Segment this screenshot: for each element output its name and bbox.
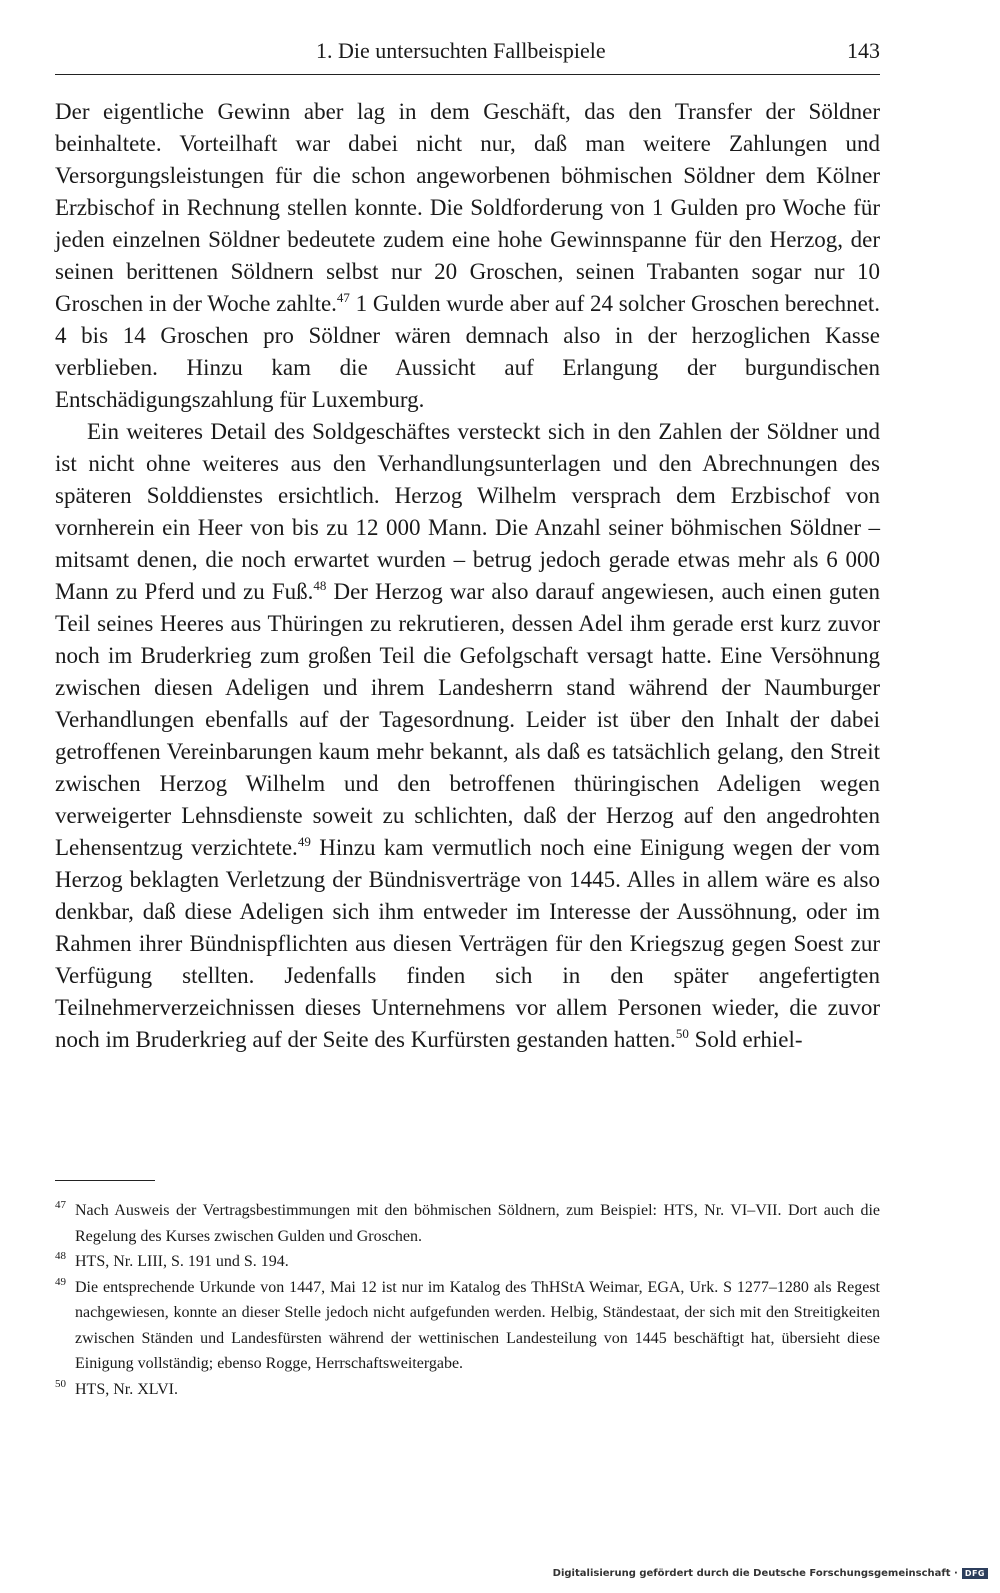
footnote-text: HTS, Nr. LIII, S. 191 und S. 194. (75, 1253, 289, 1270)
credit-text: Digitalisierung gefördert durch die Deutsche Forschungsgemeinschaft · (552, 1568, 958, 1579)
footnote-47 (55, 1198, 880, 1249)
footnote-48 (55, 1249, 880, 1275)
footnote-49 (55, 1275, 880, 1377)
footnote-text: HTS, Nr. XLVI. (75, 1380, 178, 1398)
footnote-number: 48 (55, 1250, 66, 1262)
paragraph-1-text-b: 1 Gulden wurde aber auf 24 solcher Groschen berechnet. 4 bis 14 Groschen pro Söldner wären demnach also in der herzoglichen Kasse verblieben. Hinzu kam die Aussicht auf Erlangung der burgundischen Entschädigungszahlung für Luxemburg. (55, 291, 880, 412)
footnote-ref-50[interactable]: 50 (675, 1026, 689, 1041)
footnote-ref-48[interactable]: 48 (313, 578, 327, 593)
paragraph-1-text-a: Der eigentliche Gewinn aber lag in dem Geschäft, das den Transfer der Söldner beinhaltete. Vorteilhaft war dabei nicht nur, daß man weitere Zahlungen und Versorgungsleistungen für die schon angeworbenen böhmischen Söldner dem Kölner Erzbischof in Rechnung stellen konnte. Die Soldforderung von 1 Gulden pro Woche für jeden einzelnen Söldner bedeutete zudem eine hohe Gewinnspanne für den Herzog, der seinen berittenen Söldnern selbst nur 20 Groschen, seinen Trabanten sogar nur 10 Groschen in der Woche zahlte. (55, 99, 880, 316)
footnote-ref-47[interactable]: 47 (336, 290, 350, 305)
running-title: 1. Die untersuchten Fallbeispiele (316, 38, 606, 63)
digitization-credit (553, 1568, 988, 1579)
footnote-number: 47 (55, 1199, 66, 1211)
paragraph-2-text-a: Ein weiteres Detail des Soldgeschäftes versteckt sich in den Zahlen der Söldner und ist nicht ohne weiteres aus den Verhandlungsunterlagen und den Abrechnungen des späteren Solddienstes ersichtlich. Herzog Wilhelm versprach dem Erzbischof von vornherein ein Heer von bis zu 12 000 Mann. Die Anzahl seiner böhmischen Söldner – mitsamt denen, die noch erwartet wurden – betrug jedoch gerade etwas mehr als 6 000 Mann zu Pferd und zu Fuß. (55, 419, 880, 604)
paragraph-2 (55, 416, 880, 1056)
page-number: 143 (847, 38, 880, 63)
paragraph-2-text-c: Hinzu kam vermutlich noch eine Einigung wegen der vom Herzog beklagten Verletzung der Bündnisverträge von 1445. Alles in allem wäre es also denkbar, daß diese Adeligen sich ihm entweder im Interesse der Aussöhnung, oder im Rahmen ihrer Bündnispflichten aus diesen Verträgen für den Kriegszug gegen Soest zur Verfügung stellten. Jedenfalls finden sich in den später angefertigten Teilnehmerverzeichnissen dieses Unternehmens vor allem Personen wieder, die zuvor noch im Bruderkrieg auf der Seite des Kurfürsten gestanden hatten. (55, 835, 880, 1052)
footnote-number: 49 (55, 1275, 66, 1288)
footnote-text: Nach Ausweis der Vertragsbestimmungen mit den böhmischen Söldnern, zum Beispiel: HTS, Nr. VI–VII. Dort auch die Regelung des Kurses zwischen Gulden und Groschen. (75, 1202, 880, 1245)
footnote-separator (55, 1180, 155, 1181)
dfg-logo-icon: DFG (962, 1568, 988, 1579)
paragraph-2-text-d: Sold erhiel- (688, 1027, 803, 1052)
paragraph-2-text-b: Der Herzog war also darauf angewiesen, auch einen guten Teil seines Heeres aus Thüringen zu rekrutieren, dessen Adel ihm gerade erst kurz zuvor noch im Bruderkrieg zum großen Teil die Gefolgschaft versagt hatte. Eine Versöhnung zwischen diesen Adeligen und ihrem Landesherrn stand während der Naumburger Verhandlungen ebenfalls auf der Tagesordnung. Leider ist über den Inhalt der dabei getroffenen Vereinbarungen kaum mehr bekannt, als daß es tatsächlich gelang, den Streit zwischen Herzog Wilhelm und den betroffenen thüringischen Adeligen wegen verweigerter Lehnsdienste soweit zu schlichten, daß der Herzog auf den angedrohten Lehensentzug verzichtete. (55, 579, 880, 860)
footnote-number: 50 (55, 1377, 66, 1390)
footnotes (55, 1198, 880, 1402)
footnote-50 (55, 1377, 880, 1403)
footnote-ref-49[interactable]: 49 (297, 834, 311, 849)
main-text (55, 96, 880, 1056)
paragraph-1 (55, 96, 880, 416)
running-head (55, 34, 880, 75)
footnote-text: Die entsprechende Urkunde von 1447, Mai 12 ist nur im Katalog des ThHStA Weimar, EGA, Urk. S 1277–1280 als Regest nachgewiesen, konnte an dieser Stelle jedoch nicht aufgefunden werden. Helbig, Ständestaat, der sich mit den Streitigkeiten zwischen Ständen und Landesfürsten während der wettinischen Landesteilung von 1445 beschäftigt hat, übersieht diese Einigung vollständig; ebenso Rogge, Herrschaftsweitergabe. (75, 1278, 880, 1372)
